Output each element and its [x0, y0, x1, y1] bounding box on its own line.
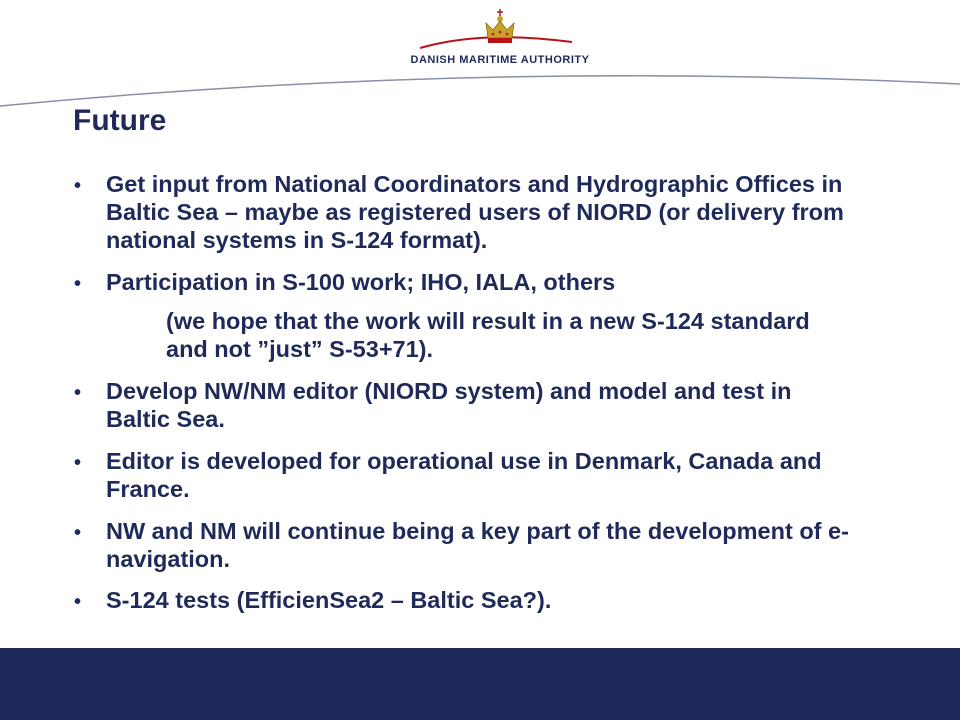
bullet-icon: •: [74, 452, 82, 474]
bullet-list: [74, 170, 854, 614]
bullet-icon: •: [74, 175, 82, 197]
sub-note: (we hope that the work will result in a new S-124 standard and not ”just” S-53+71).: [166, 308, 810, 362]
bullet-icon: •: [74, 522, 82, 544]
bullet-text: NW and NM will continue being a key part of the development of e-navigation.: [106, 518, 849, 572]
logo: [400, 8, 600, 68]
footer-band: [0, 648, 960, 720]
bullet-icon: •: [74, 273, 82, 295]
page-title: Future: [73, 104, 167, 137]
list-item: [74, 170, 854, 254]
org-name: DANISH MARITIME AUTHORITY: [410, 54, 590, 66]
crown-icon: [483, 8, 517, 48]
bullet-text: Participation in S-100 work; IHO, IALA, others: [106, 269, 616, 295]
list-item: [74, 268, 854, 296]
bullet-icon: •: [74, 591, 82, 613]
bullet-text: Get input from National Coordinators and Hydrographic Offices in Baltic Sea – maybe as registered users of NIORD (or delivery from national systems in S-124 format).: [106, 171, 844, 253]
bullet-icon: •: [74, 382, 82, 404]
bullet-text: Develop NW/NM editor (NIORD system) and model and test in Baltic Sea.: [106, 378, 792, 432]
bullet-text: S-124 tests (EfficienSea2 – Baltic Sea?).: [106, 587, 552, 613]
list-item: [74, 447, 854, 503]
bullet-text: Editor is developed for operational use in Denmark, Canada and France.: [106, 448, 822, 502]
list-item: [74, 517, 854, 573]
list-item: [74, 377, 854, 433]
list-item: [74, 586, 854, 614]
